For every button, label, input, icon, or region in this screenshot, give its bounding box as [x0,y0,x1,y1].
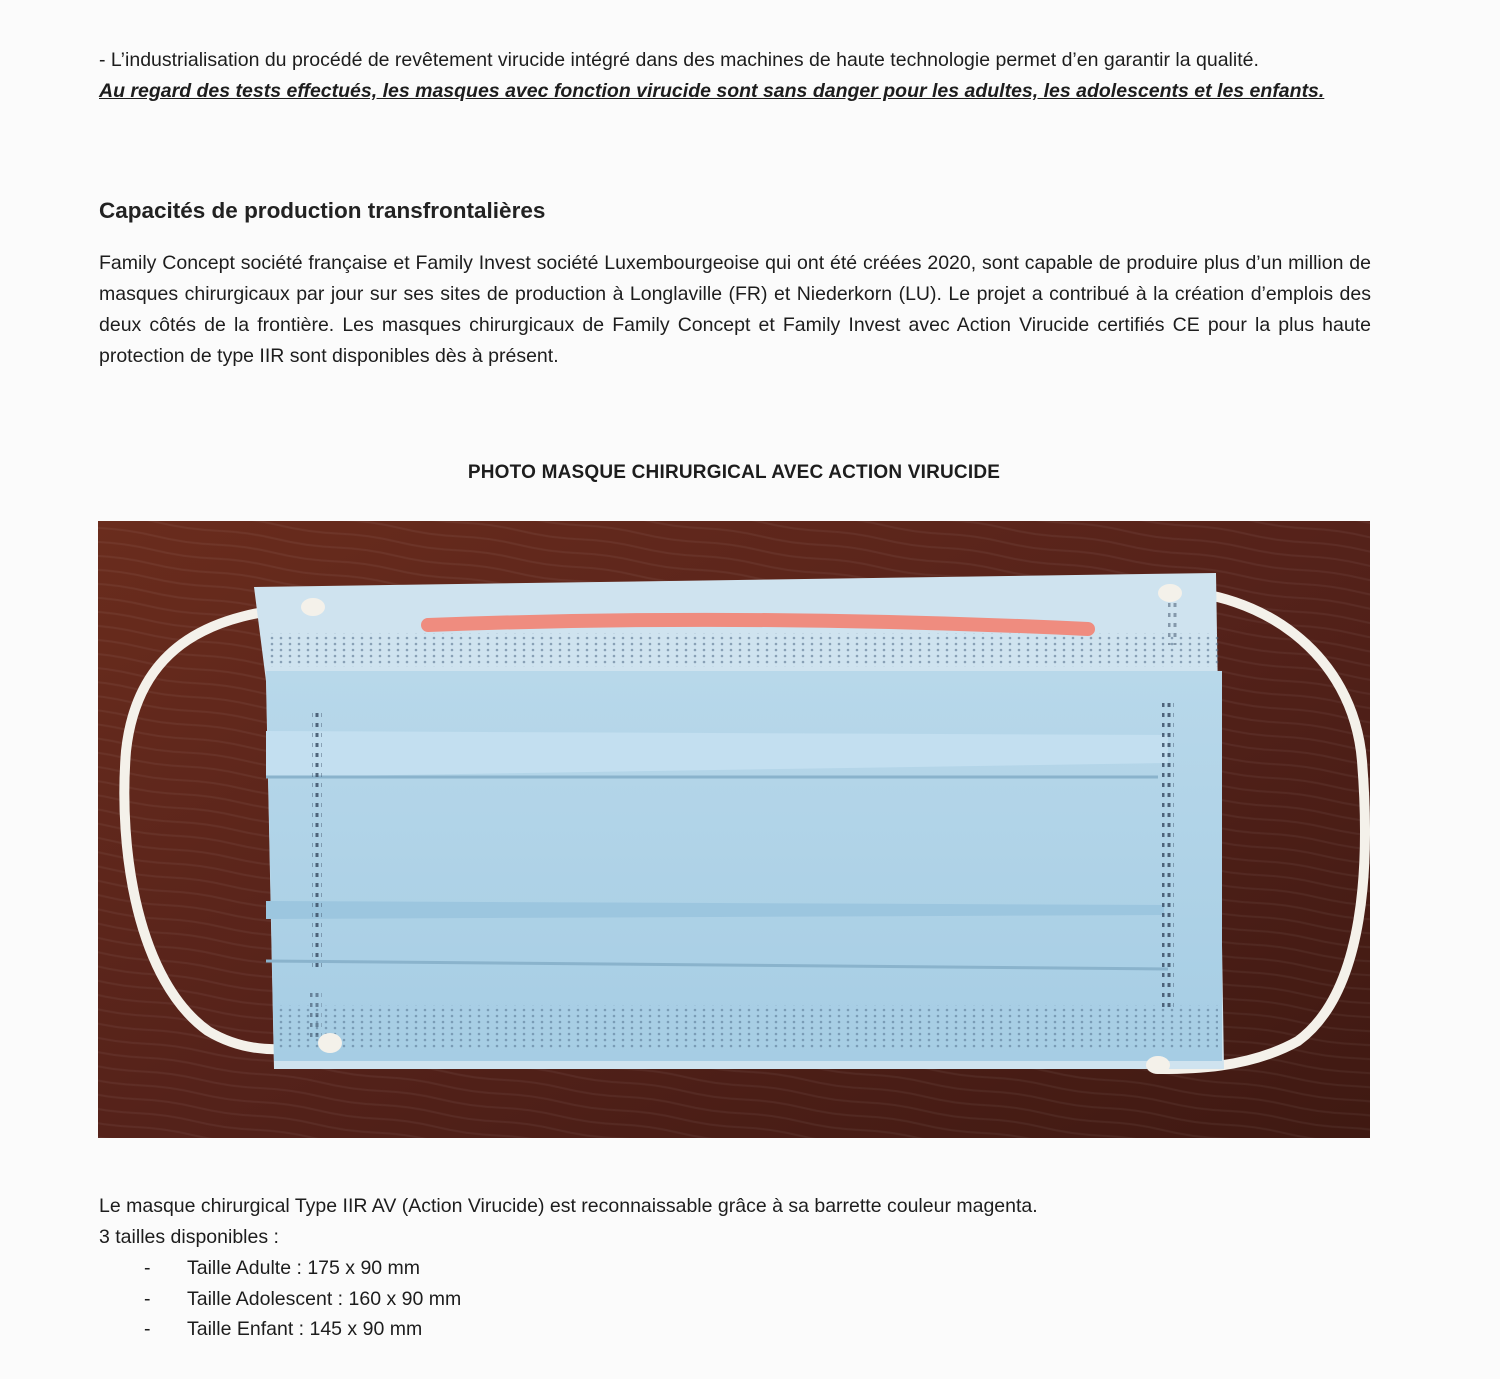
list-bullet: - [144,1287,151,1310]
intro-line: - L’industrialisation du procédé de revêtement virucide intégré dans des machines de haute technologie permet d’en garantir la qualité. [99,49,1259,71]
description-line: Le masque chirurgical Type IIR AV (Action Virucide) est reconnaissable grâce à sa barrette couleur magenta. [99,1195,1038,1217]
production-paragraph: Family Concept société française et Family Invest société Luxembourgeoise qui ont été créées 2020, sont capable de produire plus d’un million de masques chirurgicaux par jour sur ses sites de production à Longlaville (FR) et Niederkorn (LU). Le projet a contribué à la création d’emplois des deux côtés de la frontière. Les masques chirurgicaux de Family Concept et Family Invest avec Action Virucide certifiés CE pour la plus haute protection de type IIR sont disponibles dès à présent. [99,252,1371,367]
list-bullet: - [144,1318,151,1340]
list-bullet: - [144,1257,151,1279]
photo-caption: PHOTO MASQUE CHIRURGICAL AVEC ACTION VIRUCIDE [467,462,1001,483]
safety-statement: Au regard des tests effectués, les masques avec fonction virucide sont sans danger pour les adultes, les adolescents et les enfants. [99,80,1325,102]
surgical-mask [254,573,1224,1074]
size-adult: Taille Adulte : 175 x 90 mm [187,1257,421,1279]
section-heading: Capacités de production transfrontalières [99,198,546,223]
description-paragraph [99,1191,1371,1253]
size-child: Taille Enfant : 145 x 90 mm [187,1318,423,1340]
sizes-intro: 3 tailles disponibles : [99,1226,279,1248]
size-adolescent: Taille Adolescent : 160 x 90 mm [187,1287,462,1310]
mask-photo [98,521,1370,1138]
intro-paragraph [99,45,1371,107]
